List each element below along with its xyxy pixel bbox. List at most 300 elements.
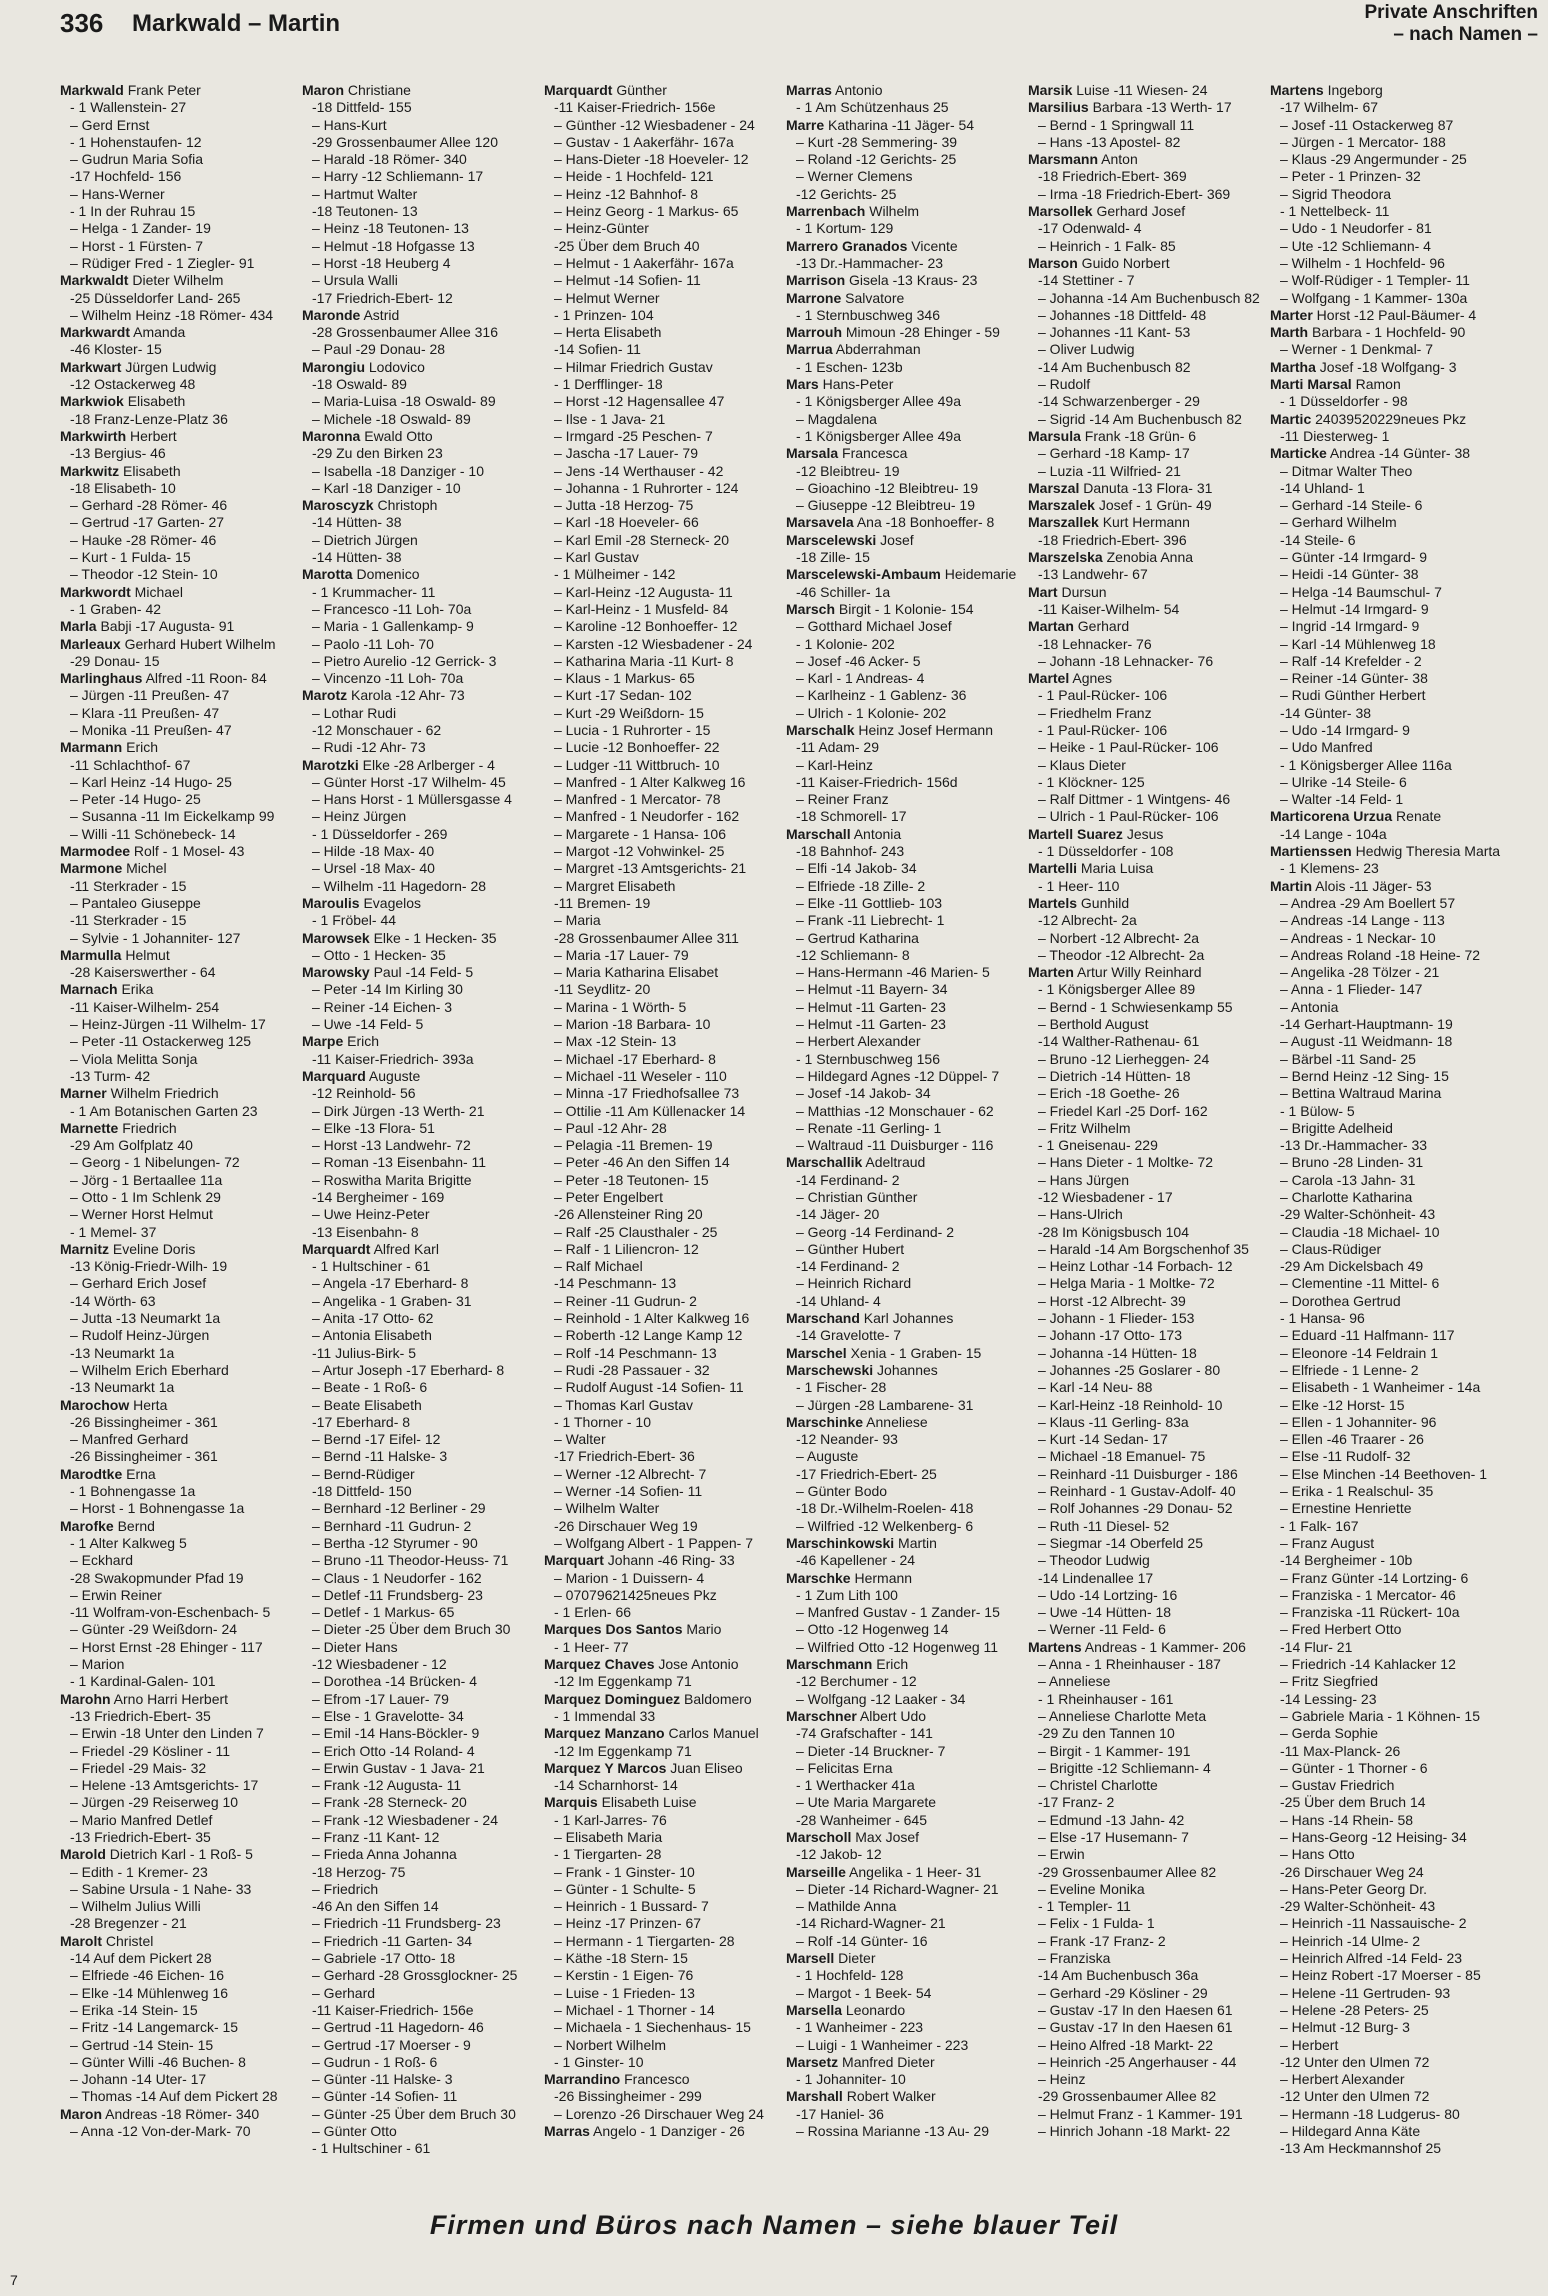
directory-entry-line: – Gerhard Wilhelm	[1280, 514, 1397, 531]
directory-entry-head	[60, 1397, 292, 1414]
surname: Marras	[786, 82, 832, 98]
directory-entry-line: – Hans-Georg -12 Heising- 34	[1280, 1828, 1467, 1845]
directory-entry-line: – Elisabeth - 1 Wanheimer - 14a	[1280, 1379, 1481, 1396]
directory-entry-line: – Lucie -12 Bonhoeffer- 22	[554, 739, 720, 756]
directory-entry-line: -29 Walter-Schönheit- 43	[1280, 1206, 1436, 1223]
directory-entry-line: – Paul -12 Ahr- 28	[554, 1119, 667, 1136]
directory-entry-line: -11 Kaiser-Friedrich- 156d	[796, 773, 958, 790]
directory-entry-line: – Manfred - 1 Alter Kalkweg 16	[554, 773, 746, 790]
directory-entry-line: – Hildegard Agnes -12 Düppel- 7	[796, 1067, 1000, 1084]
entry-details: Zenobia Anna	[1102, 549, 1194, 566]
directory-entry-line: -13 König-Friedr-Wilh- 19	[70, 1258, 228, 1275]
directory-entry-line: -26 Bissingheimer - 299	[554, 2088, 702, 2105]
directory-entry-line: – Rolf -14 Peschmann- 13	[554, 1344, 717, 1361]
directory-entry-line: – Harry -12 Schliemann- 17	[312, 168, 484, 185]
directory-entry-line: – Werner - 1 Denkmal- 7	[1280, 341, 1434, 358]
section-title	[1364, 2, 1538, 46]
directory-entry-line: – Erwin Gustav - 1 Java- 21	[312, 1759, 485, 1776]
directory-entry-head	[786, 1345, 1018, 1362]
directory-entry-line: – Günter Otto	[312, 2123, 397, 2140]
entry-details: Jürgen Ludwig	[121, 358, 217, 375]
directory-entry-line: – Hildegard Anna Käte	[1280, 2123, 1421, 2140]
directory-entry-line: – Anneliese	[1038, 1673, 1111, 1690]
entry-details: Horst -12 Paul-Bäumer- 4	[1312, 306, 1477, 323]
directory-entry-line: – Margret -13 Amtsgerichts- 21	[554, 860, 747, 877]
directory-entry-line: – Gustav - 1 Aakerfähr- 167a	[554, 133, 734, 150]
entry-details: Josef	[876, 531, 914, 548]
directory-entry-line: – Josef -46 Acker- 5	[796, 652, 921, 669]
directory-entry-line: – Uwe -14 Hütten- 18	[1038, 1604, 1172, 1621]
directory-entry-line: -12 Jakob- 12	[796, 1846, 882, 1863]
directory-entry-line: -17 Wilhelm- 67	[1280, 99, 1379, 116]
directory-entry-line: - 1 Hohenstaufen- 12	[70, 133, 202, 150]
surname: Martic	[1270, 410, 1312, 427]
entry-details: Christoph	[373, 497, 438, 514]
directory-entry-line: – Erwin	[1038, 1846, 1085, 1863]
directory-entry-line: – Detlef -11 Frundsberg- 23	[312, 1586, 483, 1603]
entry-details: Erich	[872, 1656, 909, 1673]
surname: Marson	[1028, 254, 1078, 271]
directory-entry-line: -29 Grossenbaumer Allee 82	[1038, 2088, 1217, 2105]
directory-entry-line: – Else Minchen -14 Beethoven- 1	[1280, 1465, 1488, 1482]
directory-entry-line: – Johannes -11 Kant- 53	[1038, 324, 1191, 341]
directory-entry-line: – Rolf -14 Günter- 16	[796, 1932, 928, 1949]
directory-entry-line: -12 Wiesbadener - 17	[1038, 1189, 1173, 1205]
surname: Marrenbach	[786, 203, 866, 220]
directory-entry-line: - 1 Johanniter- 10	[796, 2071, 906, 2088]
directory-entry-line: – Pelagia -11 Bremen- 19	[554, 1137, 713, 1154]
directory-entry-line: – Bernhard -12 Berliner - 29	[312, 1500, 486, 1517]
directory-entry-line: – Friedrich -11 Garten- 34	[312, 1932, 473, 1949]
directory-entry-line: – Gudrun Maria Sofia	[70, 151, 204, 168]
directory-entry-line: -18 Dittfeld- 155	[312, 99, 412, 116]
directory-entry-line: – Dietrich -14 Hütten- 18	[1038, 1067, 1191, 1084]
directory-entry-line: - 1 Fischer- 28	[796, 1379, 887, 1396]
directory-entry-line: – Günter -14 Irmgard- 9	[1280, 549, 1428, 566]
directory-entry-line: – Peter Engelbert	[554, 1189, 663, 1205]
entry-details: Salvatore	[841, 289, 905, 306]
directory-entry-line: – Andreas - 1 Neckar- 10	[1280, 929, 1436, 946]
directory-entry-head	[786, 238, 1018, 255]
directory-entry-line: – Gerhard -14 Steile- 6	[1280, 497, 1423, 514]
directory-entry-line: - 1 Alter Kalkweg 5	[70, 1534, 187, 1551]
footer-note: Firmen und Büros nach Namen – siehe blauer Teil	[429, 2210, 1119, 2240]
directory-entry-head	[1270, 411, 1502, 428]
directory-entry-line: – Helmut -14 Sofien- 11	[554, 272, 701, 289]
surname: Marticke	[1270, 445, 1327, 462]
edge-mark: 7	[10, 2272, 18, 2288]
directory-entry-head	[786, 601, 1018, 618]
directory-entry-line: – Artur Joseph -17 Eberhard- 8	[312, 1361, 505, 1378]
directory-entry-line: – Peter -18 Teutonen- 15	[554, 1171, 709, 1188]
entry-details: Elisabeth Luise	[597, 1794, 697, 1811]
entry-details: Christel	[102, 1932, 154, 1949]
surname: Marscholl	[786, 1828, 852, 1845]
directory-entry-head	[1270, 808, 1502, 825]
directory-entry-line: – Efrom -17 Lauer- 79	[312, 1690, 449, 1707]
directory-entry-line: – Fritz -14 Langemarck- 15	[70, 2019, 239, 2036]
directory-entry-head	[60, 2106, 292, 2123]
surname: Marmann	[60, 739, 123, 756]
directory-entry-head	[786, 82, 1018, 99]
directory-entry-line: -14 Uhland- 1	[1280, 479, 1365, 496]
directory-entry-line: – Anna - 1 Rheinhauser - 187	[1038, 1656, 1221, 1673]
surname: Marsollek	[1028, 203, 1093, 220]
directory-entry-line: - 1 Werthacker 41a	[796, 1777, 915, 1794]
directory-entry-line: – Heinrich -14 Ulme- 2	[1280, 1932, 1421, 1949]
entry-details: Erna	[122, 1465, 156, 1482]
surname: Marrouh	[786, 324, 842, 341]
surname: Marszal	[1028, 479, 1080, 496]
directory-entry-line: – Detlef - 1 Markus- 65	[312, 1604, 455, 1621]
entry-details: Andreas - 1 Kammer- 206	[1081, 1638, 1246, 1655]
directory-entry-line: – Heinz	[1038, 2071, 1086, 2088]
directory-entry-line: – Heino Alfred -18 Markt- 22	[1038, 2036, 1214, 2053]
directory-entry-head	[60, 860, 292, 877]
directory-entry-line: -11 Schlachthof- 67	[70, 756, 191, 773]
directory-entry-line: – Max -12 Stein- 13	[554, 1033, 677, 1050]
directory-entry-line: – Ulrich - 1 Paul-Rücker- 106	[1038, 808, 1219, 825]
directory-entry-line: – Oliver Ludwig	[1038, 341, 1135, 358]
surname: Martens	[1270, 82, 1324, 98]
directory-entry-line: -29 Zu den Tannen 10	[1038, 1725, 1175, 1742]
directory-entry-line: -11 Sterkrader - 15	[70, 912, 187, 929]
surname: Markwitz	[60, 462, 120, 479]
directory-entry-line: – Heide - 1 Hochfeld- 121	[554, 168, 714, 185]
directory-entry-line: -14 Ferdinand- 2	[796, 1171, 900, 1188]
directory-entry-line: – Herta Elisabeth	[554, 324, 662, 341]
directory-entry-line: -18 Bahnhof- 243	[796, 843, 905, 860]
directory-entry-head	[544, 2123, 776, 2140]
directory-entry-line: -13 Dr.-Hammacher- 33	[1280, 1137, 1428, 1154]
directory-entry-line: - 1 Königsberger Allee 89	[1038, 981, 1196, 998]
entry-details: Birgit - 1 Kolonie- 154	[835, 600, 974, 617]
surname: Marquardt	[302, 1240, 371, 1257]
surname: Marsmann	[1028, 151, 1099, 168]
directory-entry-line: – Hans-Kurt	[312, 116, 387, 133]
surname: Marquez Y Marcos	[544, 1759, 667, 1776]
directory-entry-line: – Klaus -29 Angermunder - 25	[1280, 151, 1467, 168]
directory-entry-line: – Ralf Dittmer - 1 Wintgens- 46	[1038, 791, 1231, 808]
entry-details: Elisabeth	[123, 393, 186, 410]
directory-entry-line: – Jutta -13 Neumarkt 1a	[70, 1310, 221, 1327]
directory-entry-line: – Hilde -18 Max- 40	[312, 843, 435, 860]
directory-entry-line: – Lucia - 1 Ruhrorter - 15	[554, 721, 711, 738]
entry-details: Josef - 1 Grün- 49	[1094, 497, 1212, 514]
directory-entry-line: – Hans-Peter Georg Dr.	[1280, 1880, 1428, 1897]
directory-entry-line: – Ralf -25 Clausthaler - 25	[554, 1223, 718, 1240]
directory-entry-line: – Reinhard - 1 Gustav-Adolf- 40	[1038, 1483, 1236, 1500]
entry-details: Maria Luisa	[1077, 860, 1154, 877]
directory-entry-line: – Michele -18 Oswald- 89	[312, 410, 471, 427]
directory-entry-line: – Karsten -12 Wiesbadener - 24	[554, 635, 753, 652]
directory-entry-line: – Wilhelm Erich Eberhard	[70, 1361, 229, 1378]
directory-entry-line: – Ludger -11 Wittbruch- 10	[554, 756, 720, 773]
entry-details: Heidemarie	[940, 566, 1017, 583]
directory-entry-line: – Bettina Waltraud Marina	[1280, 1085, 1442, 1102]
directory-entry-line: -14 Schwarzenberger - 29	[1038, 393, 1200, 410]
entry-details: Karola -12 Ahr- 73	[347, 687, 465, 704]
page-number: 336	[60, 8, 104, 38]
directory-entry-line: – Horst Ernst -28 Ehinger - 117	[70, 1638, 263, 1655]
entry-details: Carlos Manuel	[664, 1725, 759, 1742]
entry-details: Herbert	[126, 427, 177, 444]
directory-entry-line: - 1 In der Ruhrau 15	[70, 203, 196, 220]
entry-details: Paul -14 Feld- 5	[369, 964, 474, 981]
directory-entry-line: -28 Kaiserswerther - 64	[70, 964, 216, 981]
directory-entry-line: – Hans Horst - 1 Müllersgasse 4	[312, 791, 512, 808]
surname: Marrison	[786, 272, 846, 289]
page-header	[0, 0, 1548, 52]
directory-entry-line: – Carola -13 Jahn- 31	[1280, 1171, 1416, 1188]
surname: Marsch	[786, 600, 836, 617]
directory-entry-line: – Sigrid -14 Am Buchenbusch 82	[1038, 410, 1242, 427]
surname: Maroscyzk	[302, 497, 374, 514]
directory-entry-line: – Karoline -12 Bonhoeffer- 12	[554, 618, 738, 635]
directory-entry-line: - 1 Hochfeld- 128	[796, 1967, 904, 1984]
surname: Marschinke	[786, 1413, 864, 1430]
directory-entry-head	[60, 359, 292, 376]
directory-entry-line: - 1 Krummacher- 11	[312, 583, 436, 600]
directory-entry-line: - 1 Hultschiner - 61	[312, 2140, 431, 2157]
directory-entry-line: – Karl Gustav	[554, 549, 639, 566]
directory-entry-line: – Günter - 1 Thorner - 6	[1280, 1759, 1428, 1776]
directory-entry-line: – Bruno -28 Linden- 31	[1280, 1154, 1424, 1171]
directory-entry-line: – Helene -28 Peters- 25	[1280, 2001, 1429, 2018]
directory-entry-line: – Gabriele Maria - 1 Köhnen- 15	[1280, 1707, 1480, 1724]
directory-entry-line: – Emil -14 Hans-Böckler- 9	[312, 1725, 480, 1742]
directory-entry-line: – Giuseppe -12 Bleibtreu- 19	[796, 497, 975, 514]
directory-entry-line: – Bernd - 1 Springwall 11	[1038, 116, 1195, 133]
directory-entry-line: – Dieter -25 Über dem Bruch 30	[312, 1621, 511, 1638]
entry-details: Agnes	[1069, 670, 1113, 687]
directory-entry-line: – Kerstin - 1 Eigen- 76	[554, 1967, 694, 1984]
entry-details: Abderrahman	[832, 341, 921, 358]
directory-entry-line: -18 Elisabeth- 10	[70, 479, 176, 496]
directory-entry-line: – Gabriele -17 Otto- 18	[312, 1950, 456, 1967]
entry-details: Elke - 1 Hecken- 35	[369, 929, 497, 946]
surname: Markwart	[60, 358, 122, 375]
surname: Marques Dos Santos	[544, 1621, 683, 1638]
directory-entry-line: -14 Wörth- 63	[70, 1292, 156, 1309]
directory-entry-line: – Ralf - 1 Liliencron- 12	[554, 1240, 699, 1257]
directory-entry-line: -14 Lindenallee 17	[1038, 1569, 1154, 1586]
directory-entry-head	[786, 1656, 1018, 1673]
directory-entry-line: -14 Hütten- 38	[312, 549, 402, 566]
directory-entry-line: – Dorothea -14 Brücken- 4	[312, 1673, 477, 1690]
directory-entry-line: – Heinz Lothar -14 Forbach- 12	[1038, 1258, 1233, 1275]
directory-entry-line: – Karl-Heinz -12 Augusta- 11	[554, 583, 733, 600]
directory-entry-line: – Eleonore -14 Feldrain 1	[1280, 1344, 1438, 1361]
directory-entry-line: – Udo -14 Lortzing- 16	[1038, 1586, 1178, 1603]
surname: Maronna	[302, 427, 361, 444]
directory-entry-line: – Dirk Jürgen -13 Werth- 21	[312, 1102, 485, 1119]
directory-entry-line: – Heinrich - 1 Falk- 85	[1038, 237, 1176, 254]
directory-entry-head	[1028, 618, 1260, 635]
directory-entry-line: – Klara -11 Preußen- 47	[70, 704, 220, 721]
surname: Marsella	[786, 2001, 843, 2018]
directory-entry-line: – Gerhard Erich Josef	[70, 1275, 207, 1292]
directory-entry-head	[786, 324, 1018, 341]
directory-entry-line: – Helene -13 Amtsgerichts- 17	[70, 1777, 259, 1794]
surname: Marticorena Urzua	[1270, 808, 1393, 825]
surname: Markwardt	[60, 324, 131, 341]
directory-entry-line: – Helmut -14 Irmgard- 9	[1280, 600, 1429, 617]
directory-entry-line: – Erich -18 Goethe- 26	[1038, 1085, 1180, 1102]
directory-entry-line: – Felicitas Erna	[796, 1759, 893, 1776]
directory-entry-line: – Gertrud -14 Stein- 15	[70, 2036, 214, 2053]
directory-entry-line: – Bertha -12 Styrumer - 90	[312, 1534, 478, 1551]
directory-entry-head	[544, 1760, 776, 1777]
surname: Marowsek	[302, 929, 370, 946]
surname: Mars	[786, 376, 819, 393]
entry-details: Rolf - 1 Mosel- 43	[130, 843, 245, 860]
directory-entry-line: - 1 Hultschiner - 61	[312, 1258, 431, 1275]
surname: Marmone	[60, 860, 123, 877]
directory-entry-line: – Herbert Alexander	[796, 1033, 921, 1050]
directory-entry-line: – Wilfried Otto -12 Hogenweg 11	[796, 1638, 999, 1655]
directory-entry-line: -11 Adam- 29	[796, 739, 880, 756]
directory-entry-head	[1270, 307, 1502, 324]
directory-entry-head	[302, 1033, 534, 1050]
entry-details: Robert Walker	[842, 2088, 936, 2105]
directory-entry-line: – Bernd -17 Eifel- 12	[312, 1431, 441, 1448]
entry-details: Antonia	[850, 825, 902, 842]
directory-entry-line: – Udo - 1 Neudorfer - 81	[1280, 220, 1432, 237]
directory-entry-line: -28 Im Königsbusch 104	[1038, 1223, 1189, 1240]
directory-entry-line: – Berthold August	[1038, 1016, 1149, 1033]
directory-entry-line: – Johannes -25 Goslarer - 80	[1038, 1361, 1221, 1378]
directory-entry-line: – Claus - 1 Neudorfer - 162	[312, 1569, 482, 1586]
directory-entry-line: – Peter -11 Ostackerweg 125	[70, 1033, 252, 1050]
entry-details: Eveline Doris	[109, 1240, 196, 1257]
directory-entry-line: -25 Düsseldorfer Land- 265	[70, 289, 241, 306]
directory-column-1	[60, 82, 292, 2202]
entry-details: Ramon	[1351, 376, 1401, 393]
directory-entry-line: – Theodor -12 Albrecht- 2a	[1038, 946, 1205, 963]
directory-entry-head	[786, 1535, 1018, 1552]
directory-entry-line: – Maria Katharina Elisabet	[554, 964, 719, 981]
directory-entry-line: – Kurt -17 Sedan- 102	[554, 687, 692, 704]
directory-entry-head	[302, 895, 534, 912]
directory-entry-head	[60, 981, 292, 998]
directory-entry-line: – Günter -29 Weißdorn- 24	[70, 1621, 238, 1638]
directory-entry-line: – Ellen - 1 Johanniter- 96	[1280, 1413, 1437, 1430]
directory-entry-line: -29 Grossenbaumer Allee 82	[1038, 1863, 1217, 1880]
directory-entry-line: – Hermann -18 Ludgerus- 80	[1280, 2105, 1460, 2122]
directory-entry-line: – Helmut Franz - 1 Kammer- 191	[1038, 2105, 1243, 2122]
surname: Marszalek	[1028, 497, 1095, 514]
directory-entry-line: -28 Wanheimer - 645	[796, 1811, 927, 1828]
entry-details: Günther	[612, 82, 667, 98]
directory-entry-line: – Kurt - 1 Fulda- 15	[70, 549, 191, 566]
directory-entry-line: -28 Swakopmunder Pfad 19	[70, 1569, 244, 1586]
directory-entry-line: – Karl-Heinz - 1 Musfeld- 84	[554, 600, 729, 617]
directory-entry-line: -11 Bremen- 19	[554, 894, 651, 911]
directory-entry-line: – Otto -12 Hogenweg 14	[796, 1621, 949, 1638]
directory-entry-line: – Heinz -12 Bahnhof- 8	[554, 185, 698, 202]
entry-details: Heinz Josef Hermann	[854, 721, 993, 738]
entry-details: Dieter Wilhelm	[128, 272, 224, 289]
directory-entry-line: – Heinrich -25 Angerhauser - 44	[1038, 2053, 1237, 2070]
directory-entry-line: -12 Bleibtreu- 19	[796, 462, 900, 479]
directory-entry-line: -12 Monschauer - 62	[312, 721, 442, 738]
directory-entry-line: – Thomas Karl Gustav	[554, 1396, 694, 1413]
directory-entry-line: – Frank -12 Wiesbadener - 24	[312, 1811, 498, 1828]
directory-entry-line: – Charlotte Katharina	[1280, 1189, 1413, 1205]
directory-entry-line: – Paul -29 Donau- 28	[312, 341, 446, 358]
directory-entry-line: – Vincenzo -11 Loh- 70a	[312, 670, 464, 687]
directory-entry-head	[1028, 497, 1260, 514]
directory-entry-line: -14 Günter- 38	[1280, 704, 1372, 721]
directory-entry-line: – Reiner Franz	[796, 791, 889, 808]
directory-entry-head	[1270, 445, 1502, 462]
directory-entry-line: – Elke -11 Gottlieb- 103	[796, 894, 943, 911]
directory-entry-line: -18 Friedrich-Ebert- 396	[1038, 531, 1187, 548]
surname: Marschel	[786, 1344, 847, 1361]
directory-entry-line: – Heinz Robert -17 Moerser - 85	[1280, 1967, 1481, 1984]
surname: Marmulla	[60, 946, 122, 963]
directory-entry-line: – Ulrich - 1 Kolonie- 202	[796, 704, 947, 721]
entry-details: Juan Eliseo	[666, 1759, 743, 1776]
entry-details: Bernd	[113, 1517, 155, 1534]
entry-details: Hermann	[850, 1569, 913, 1586]
directory-entry-line: -29 Zu den Birken 23	[312, 445, 443, 462]
directory-entry-line: – Jutta -18 Herzog- 75	[554, 497, 694, 514]
surname: Marschall	[786, 825, 851, 842]
directory-entry-line: – Renate -11 Gerling- 1	[796, 1119, 942, 1136]
entry-details: Anneliese	[863, 1413, 928, 1430]
directory-entry-line: – Wilhelm -11 Hagedorn- 28	[312, 877, 487, 894]
directory-entry-line: – Frank -17 Franz- 2	[1038, 1932, 1166, 1949]
directory-entry-line: - 1 Klemens- 23	[1280, 860, 1379, 877]
surname: Marnette	[60, 1119, 119, 1136]
directory-entry-head	[302, 566, 534, 583]
directory-entry-head	[302, 930, 534, 947]
directory-entry-line: – Clementine -11 Mittel- 6	[1280, 1275, 1440, 1292]
directory-entry-line: – Maria -17 Lauer- 79	[554, 946, 689, 963]
directory-entry-head	[544, 1552, 776, 1569]
directory-entry-line: – Mathilde Anna	[796, 1898, 897, 1915]
surname: Marschalk	[786, 721, 855, 738]
surname: Marscelewski-Ambaum	[786, 566, 941, 583]
directory-entry-line: -12 Ostackerweg 48	[70, 376, 196, 393]
directory-entry-line: -12 Reinhold- 56	[312, 1085, 416, 1102]
directory-entry-line: – Luise - 1 Frieden- 13	[554, 1984, 695, 2001]
directory-entry-line: – Maria	[554, 912, 601, 929]
directory-entry-head	[786, 2054, 1018, 2071]
directory-entry-line: - 1 Erlen- 66	[554, 1604, 632, 1621]
directory-entry-line: - 1 Graben- 42	[70, 600, 162, 617]
surname: Marsell	[786, 1950, 835, 1967]
directory-entry-line: -26 Bissingheimer - 361	[70, 1413, 218, 1430]
directory-entry-line: – Lorenzo -26 Dirschauer Weg 24	[554, 2105, 764, 2122]
directory-entry-line: – Fritz Siegfried	[1280, 1673, 1379, 1690]
directory-entry-line: – Gustav -17 In den Haesen 61	[1038, 2019, 1233, 2036]
directory-entry-line: -17 Hochfeld- 156	[70, 168, 182, 185]
directory-entry-head	[1270, 324, 1502, 341]
directory-entry-line: – Friedrich -14 Kahlacker 12	[1280, 1656, 1456, 1673]
directory-entry-line: -13 Neumarkt 1a	[70, 1344, 175, 1361]
directory-entry-head	[1028, 584, 1260, 601]
directory-entry-line: -28 Grossenbaumer Allee 311	[554, 929, 739, 946]
directory-entry-line: – Johanna -14 Am Buchenbusch 82	[1038, 289, 1260, 306]
directory-entry-line: – Irmgard -25 Peschen- 7	[554, 427, 713, 444]
surname: Marsavela	[786, 514, 854, 531]
directory-entry-line: – Karl-Heinz -18 Reinhold- 10	[1038, 1396, 1223, 1413]
directory-entry-line: – Theodor Ludwig	[1038, 1552, 1150, 1569]
entry-details: Helmut	[121, 946, 170, 963]
